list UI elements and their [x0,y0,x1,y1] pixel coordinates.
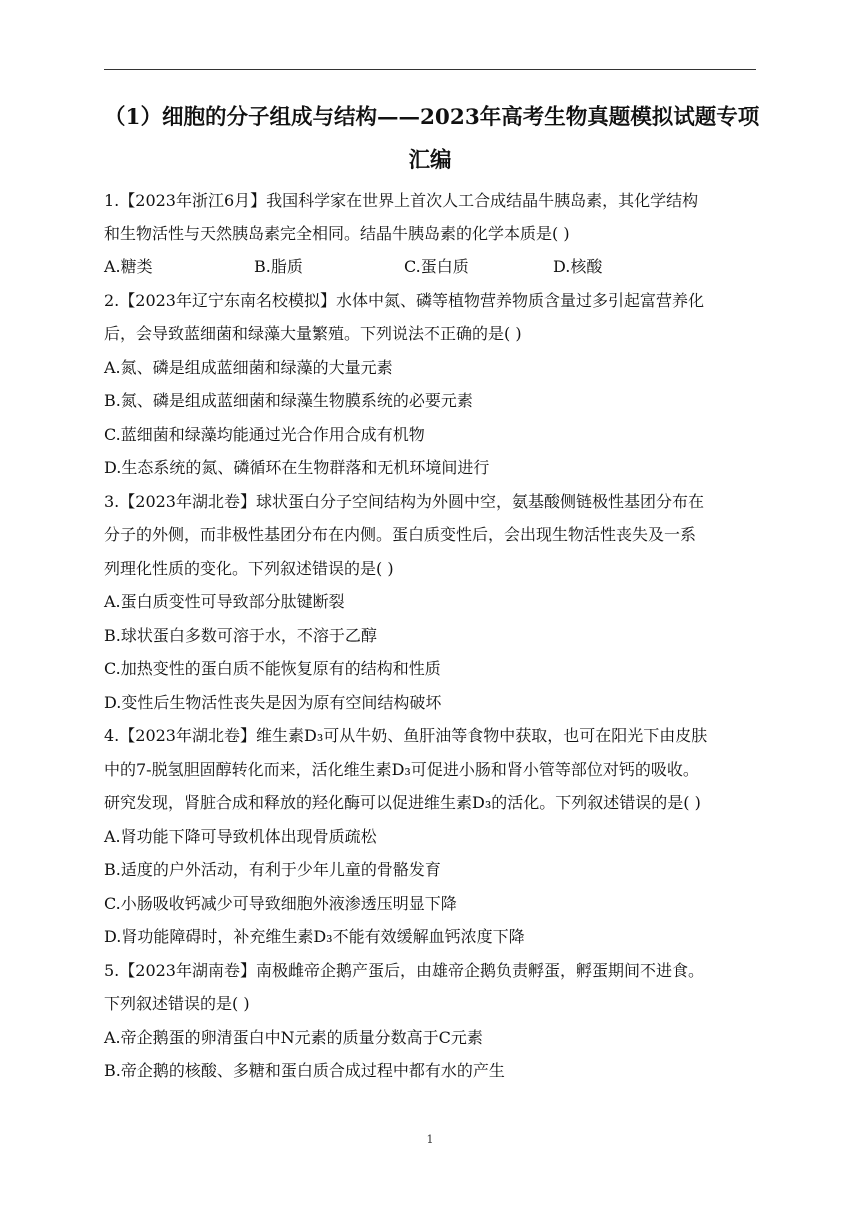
q1-line-1: 1.【2023年浙江6月】我国科学家在世界上首次人工合成结晶牛胰岛素，其化学结构 [104,191,699,210]
q1-option-a: A.糖类 [104,257,153,276]
q4-option-a: A.肾功能下降可导致机体出现骨质疏松 [104,827,377,846]
q4-line-3: 研究发现，肾脏合成和释放的羟化酶可以促进维生素D₃的活化。下列叙述错误的是( ) [104,793,701,812]
q3-option-c: C.加热变性的蛋白质不能恢复原有的结构和性质 [104,659,441,678]
q1-option-b: B.脂质 [254,257,303,276]
q2-option-c: C.蓝细菌和绿藻均能通过光合作用合成有机物 [104,425,425,444]
q2-option-d: D.生态系统的氮、磷循环在生物群落和无机环境间进行 [104,458,490,477]
q5-line-2: 下列叙述错误的是( ) [104,994,250,1013]
q3-line-3: 列理化性质的变化。下列叙述错误的是( ) [104,559,394,578]
q1-options [104,259,756,279]
document-title-line-1: （1）细胞的分子组成与结构——2023年高考生物真题模拟试题专项 [104,105,760,130]
q2-line-2: 后，会导致蓝细菌和绿藻大量繁殖。下列说法不正确的是( ) [104,324,522,343]
q5-option-a: A.帝企鹅蛋的卵清蛋白中N元素的质量分数高于C元素 [104,1028,483,1047]
header-rule [104,69,756,70]
q2-option-b: B.氮、磷是组成蓝细菌和绿藻生物膜系统的必要元素 [104,391,473,410]
q3-line-2: 分子的外侧，而非极性基团分布在内侧。蛋白质变性后，会出现生物活性丧失及一系 [104,525,697,544]
page-number: 1 [426,1133,434,1146]
q5-option-b: B.帝企鹅的核酸、多糖和蛋白质合成过程中都有水的产生 [104,1061,505,1080]
q4-line-1: 4.【2023年湖北卷】维生素D₃可从牛奶、鱼肝油等食物中获取，也可在阳光下由皮肤 [104,726,708,745]
q1-option-d: D.核酸 [553,257,603,276]
q3-option-d: D.变性后生物活性丧失是因为原有空间结构破坏 [104,693,442,712]
document-title-line-2: 汇编 [408,148,452,173]
q1-option-c: C.蛋白质 [404,257,469,276]
q2-option-a: A.氮、磷是组成蓝细菌和绿藻的大量元素 [104,358,393,377]
q4-option-c: C.小肠吸收钙减少可导致细胞外液渗透压明显下降 [104,894,457,913]
q3-option-a: A.蛋白质变性可导致部分肽键断裂 [104,592,345,611]
q4-line-2: 中的7-脱氢胆固醇转化而来，活化维生素D₃可促进小肠和肾小管等部位对钙的吸收。 [104,760,699,779]
q4-option-d: D.肾功能障碍时，补充维生素D₃不能有效缓解血钙浓度下降 [104,927,525,946]
q1-line-2: 和生物活性与天然胰岛素完全相同。结晶牛胰岛素的化学本质是( ) [104,224,570,243]
q2-line-1: 2.【2023年辽宁东南名校模拟】水体中氮、磷等植物营养物质含量过多引起富营养化 [104,291,704,310]
q4-option-b: B.适度的户外活动，有利于少年儿童的骨骼发育 [104,860,441,879]
q3-line-1: 3.【2023年湖北卷】球状蛋白分子空间结构为外圆中空，氨基酸侧链极性基团分布在 [104,492,704,511]
q5-line-1: 5.【2023年湖南卷】南极雌帝企鹅产蛋后，由雄帝企鹅负责孵蛋，孵蛋期间不进食。 [104,961,704,980]
q3-option-b: B.球状蛋白多数可溶于水，不溶于乙醇 [104,626,377,645]
